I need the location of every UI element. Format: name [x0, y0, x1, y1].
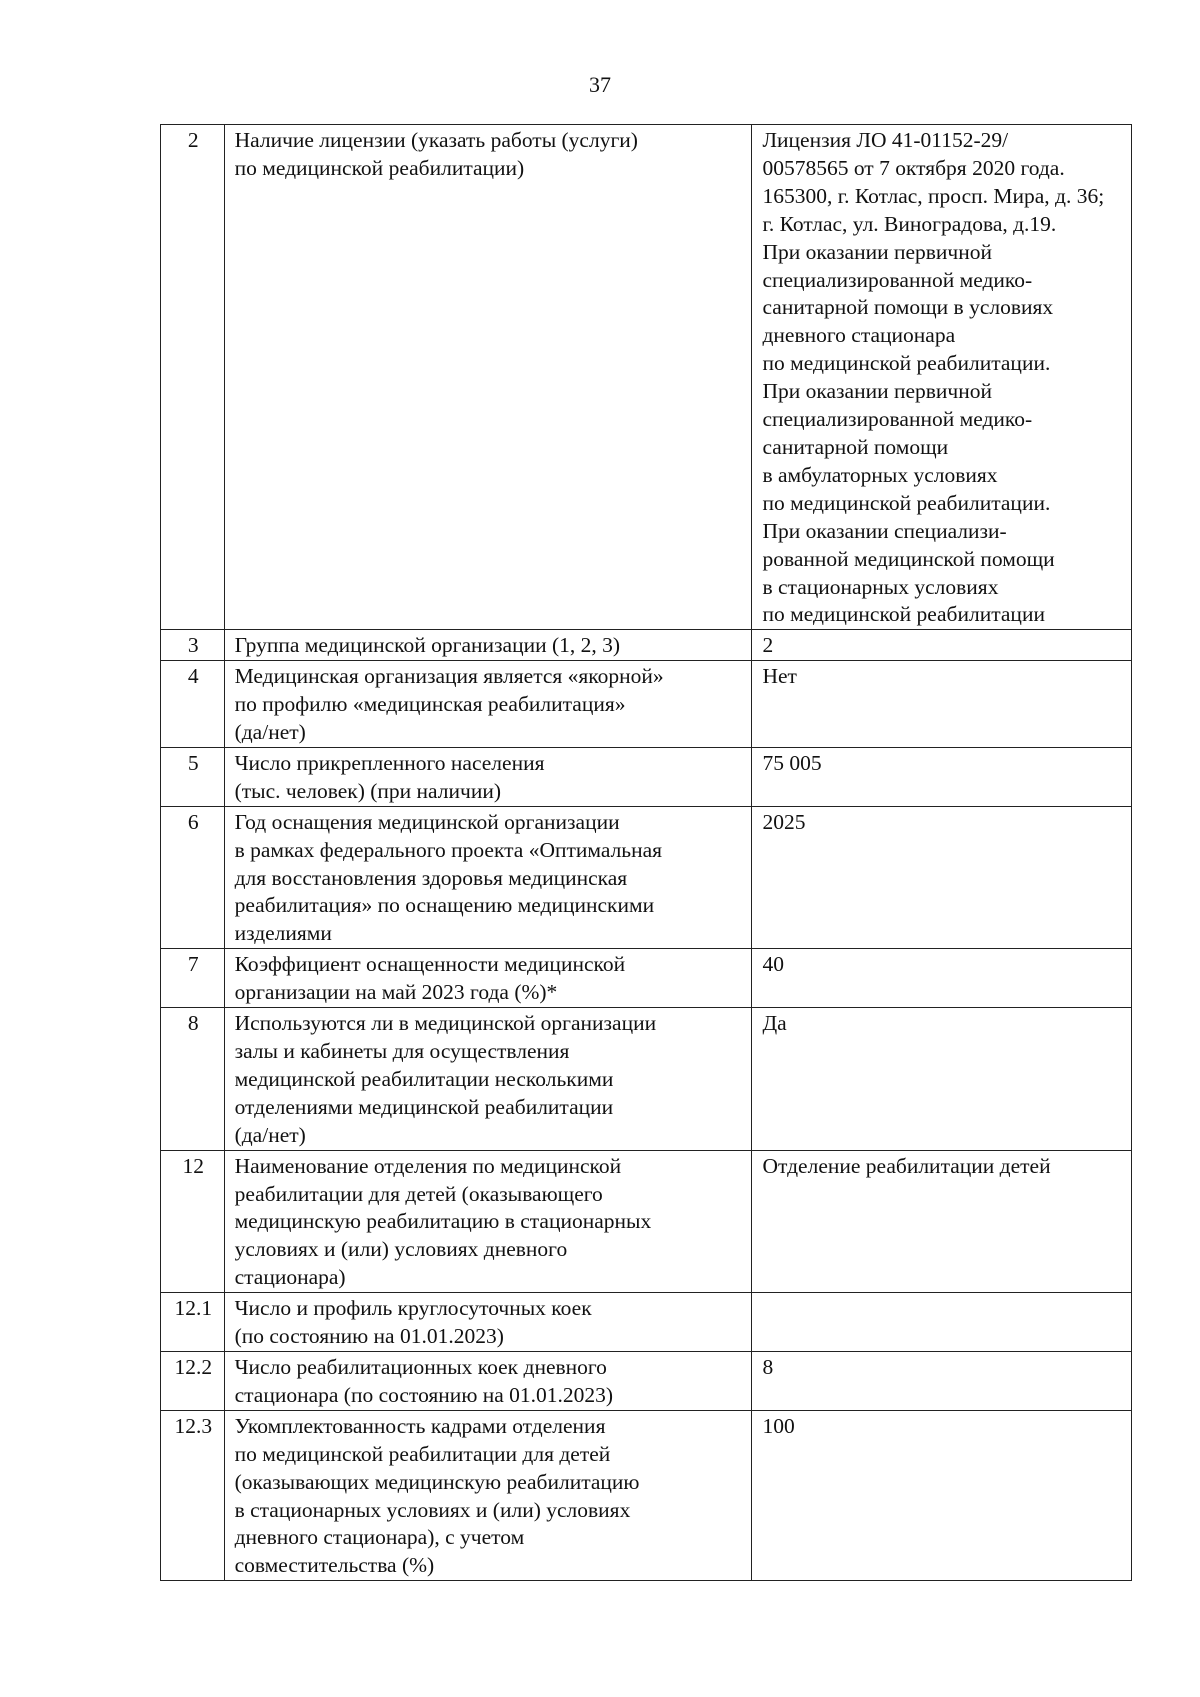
indicator-cell: Укомплектованность кадрами отделения по медицинской реабилитации для детей (оказывающих медицинскую реабилитацию в стационарных условиях и (или) условиях дневного стационара), с учетом совместительства (%): [224, 1410, 752, 1580]
row-number: 4: [161, 661, 225, 748]
table-row: [161, 949, 1132, 1008]
table-row: [161, 125, 1132, 630]
row-number: 12.3: [161, 1410, 225, 1580]
table-row: [161, 1410, 1132, 1580]
row-number: 8: [161, 1008, 225, 1151]
value-cell: 2: [752, 630, 1132, 661]
info-table: [160, 124, 1132, 1581]
indicator-cell: Медицинская организация является «якорной» по профилю «медицинская реабилитация» (да/нет): [224, 661, 752, 748]
row-number: 2: [161, 125, 225, 630]
value-cell: 8: [752, 1351, 1132, 1410]
table-row: [161, 1351, 1132, 1410]
row-number: 3: [161, 630, 225, 661]
table-row: [161, 1008, 1132, 1151]
value-cell: 2025: [752, 806, 1132, 949]
value-cell: Нет: [752, 661, 1132, 748]
value-cell: 100: [752, 1410, 1132, 1580]
value-cell: [752, 1293, 1132, 1352]
row-number: 7: [161, 949, 225, 1008]
indicator-cell: Год оснащения медицинской организации в рамках федерального проекта «Оптимальная для восстановления здоровья медицинская реабилитация» по оснащению медицинскими изделиями: [224, 806, 752, 949]
indicator-cell: Наличие лицензии (указать работы (услуги) по медицинской реабилитации): [224, 125, 752, 630]
row-number: 6: [161, 806, 225, 949]
table-row: [161, 661, 1132, 748]
table-row: [161, 806, 1132, 949]
indicator-cell: Число реабилитационных коек дневного стационара (по состоянию на 01.01.2023): [224, 1351, 752, 1410]
value-cell: Да: [752, 1008, 1132, 1151]
table-row: [161, 630, 1132, 661]
table-body: [161, 125, 1132, 1581]
row-number: 12.2: [161, 1351, 225, 1410]
indicator-cell: Наименование отделения по медицинской реабилитации для детей (оказывающего медицинскую реабилитацию в стационарных условиях и (или) условиях дневного стационара): [224, 1150, 752, 1293]
table-row: [161, 1150, 1132, 1293]
indicator-cell: Число и профиль круглосуточных коек (по состоянию на 01.01.2023): [224, 1293, 752, 1352]
row-number: 12.1: [161, 1293, 225, 1352]
table-row: [161, 747, 1132, 806]
value-cell: 40: [752, 949, 1132, 1008]
row-number: 12: [161, 1150, 225, 1293]
indicator-cell: Группа медицинской организации (1, 2, 3): [224, 630, 752, 661]
indicator-cell: Коэффициент оснащенности медицинской организации на май 2023 года (%)*: [224, 949, 752, 1008]
value-cell: 75 005: [752, 747, 1132, 806]
page-number: 37: [589, 72, 611, 97]
row-number: 5: [161, 747, 225, 806]
value-cell: Отделение реабилитации детей: [752, 1150, 1132, 1293]
value-cell: Лицензия ЛО 41-01152-29/ 00578565 от 7 октября 2020 года. 165300, г. Котлас, просп. Мира, д. 36; г. Котлас, ул. Виноградова, д.19. При оказании первичной специализированной медико- санитарной помощи в условиях дневного стационара по медицинской реабилитации. При оказании первичной специализированной медико- санитарной помощи в амбулаторных условиях по медицинской реабилитации. При оказании специализи- рованной медицинской помощи в стационарных условиях по медицинской реабилитации: [752, 125, 1132, 630]
indicator-cell: Используются ли в медицинской организации залы и кабинеты для осуществления медицинской реабилитации несколькими отделениями медицинской реабилитации (да/нет): [224, 1008, 752, 1151]
table-row: [161, 1293, 1132, 1352]
indicator-cell: Число прикрепленного населения (тыс. человек) (при наличии): [224, 747, 752, 806]
